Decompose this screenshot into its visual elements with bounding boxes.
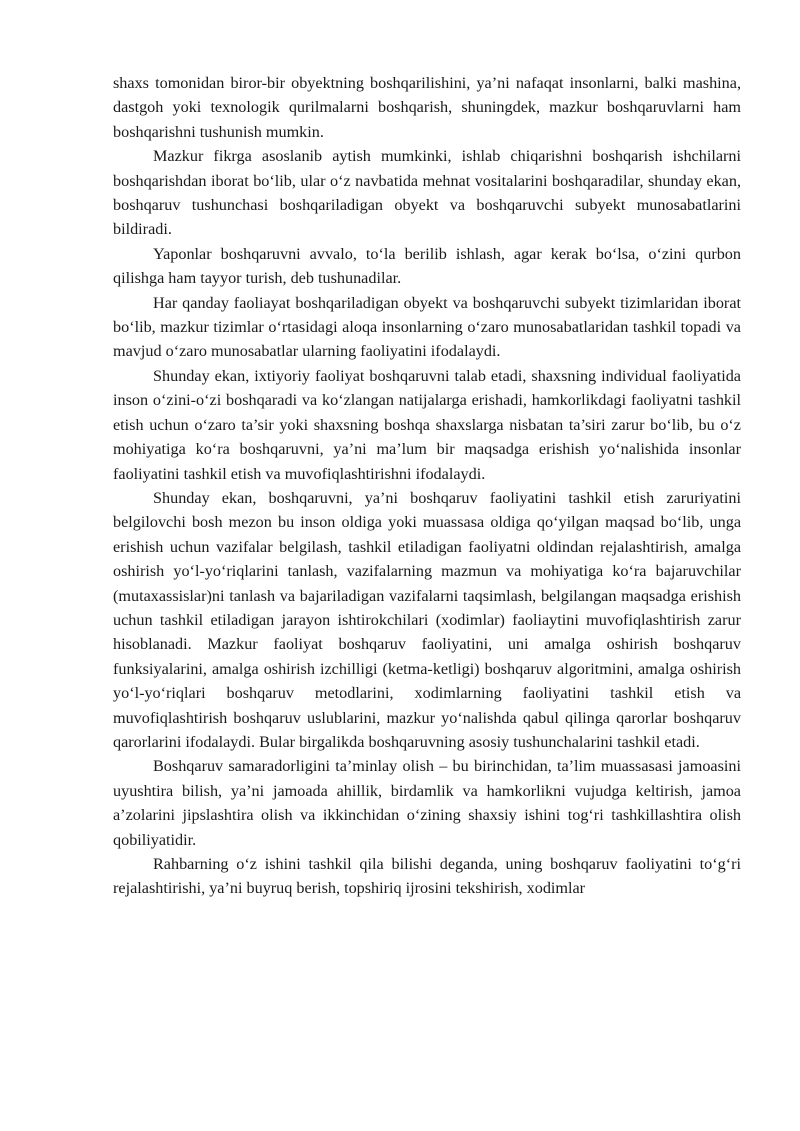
paragraph: Mazkur fikrga asoslanib aytish mumkinki, ishlab chiqarishni boshqarish ishchilarni boshqarishdan iborat bo‘lib, ular o‘z navbatida mehnat vositalarini boshqaradilar, shunday ekan, boshqaruv tushunchasi boshqariladigan obyekt va boshqaruvchi subyekt munosabatlarini bildiradi. — [113, 147, 741, 239]
document-page — [113, 71, 741, 901]
paragraph: Yaponlar boshqaruvni avvalo, to‘la berilib ishlash, agar kerak bo‘lsa, o‘zini qurbon qilishga ham tayyor turish, deb tushunadilar. — [113, 244, 741, 288]
paragraph: Boshqaruv samaradorligini ta’minlay olish – bu birinchidan, ta’lim muassasasi jamoasini uyushtira bilish, ya’ni jamoada ahillik, birdamlik va hamkorlikni vujudga keltirish, jamoa a’zolarini jipslashtira olish va ikkinchidan o‘zining shaxsiy ishini tog‘ri tashkillashtira olish qobiliyatidir. — [113, 757, 741, 849]
paragraph: shaxs tomonidan biror-bir obyektning boshqarilishini, ya’ni nafaqat insonlarni, balki mashina, dastgoh yoki texnologik qurilmalarni boshqarish, shuningdek, mazkur boshqaruvlarni ham boshqarishni tushunish mumkin. — [113, 74, 741, 141]
paragraph: Shunday ekan, ixtiyoriy faoliyat boshqaruvni talab etadi, shaxsning individual faoliyatida inson o‘zini-o‘zi boshqaradi va ko‘zlangan natijalarga erishadi, hamkorlikdagi faoliyatni tashkil etish uchun o‘zaro ta’sir yoki shaxsning boshqa shaxslarga nisbatan ta’siri zarur bo‘lib, bu o‘z mohiyatiga ko‘ra boshqaruvni, ya’ni ma’lum bir maqsadga erishish yo‘nalishida insonlar faoliyatini tashkil etish va muvofiqlashtirishni ifodalaydi. — [113, 366, 741, 483]
paragraph: Rahbarning o‘z ishini tashkil qila bilishi deganda, uning boshqaruv faoliyatini to‘g‘ri rejalashtirishi, ya’ni buyruq berish, topshiriq ijrosini tekshirish, xodimlar — [113, 855, 741, 898]
paragraph: Shunday ekan, boshqaruvni, ya’ni boshqaruv faoliyatini tashkil etish zaruriyatini belgilovchi bosh mezon bu inson oldiga yoki muassasa oldiga qo‘yilgan maqsad bo‘lib, unga erishish uchun vazifalar belgilash, tashkil etiladigan faoliyatni oldindan rejalashtirish, amalga oshirish yo‘l-yo‘riqlarini tanlash, vazifalarning mazmun va mohiyatiga ko‘ra bajaruvchilar (mutaxassislar)ni tanlash va bajariladigan vazifalarni taqsimlash, belgilangan maqsadga erishish uchun tashkil etiladigan jarayon ishtirokchilari (xodimlar) faoliaytini muvofiqlashtirish zarur hisoblanadi. Mazkur faoliyat boshqaruv faoliyatini, uni amalga oshirish boshqaruv funksiyalarini, amalga oshirish izchilligi (ketma-ketligi) boshqaruv algoritmini, amalga oshirish yo‘l-yo‘riqlari boshqaruv metodlarini, xodimlarning faoliyatini tashkil etish va muvofiqlashtirish boshqaruv uslublarini, mazkur yo‘nalishda qabul qilinga qarorlar boshqaruv qarorlarini ifodalaydi. Bular birgalikda boshqaruvning asosiy tushunchalarini tashkil etadi. — [113, 488, 741, 751]
paragraph: Har qanday faoliayat boshqariladigan obyekt va boshqaruvchi subyekt tizimlaridan iborat bo‘lib, mazkur tizimlar o‘rtasidagi aloqa insonlarning o‘zaro munosabatlaridan tashkil topadi va mavjud o‘zaro munosabatlar ularning faoliyatini ifodalaydi. — [113, 293, 741, 361]
